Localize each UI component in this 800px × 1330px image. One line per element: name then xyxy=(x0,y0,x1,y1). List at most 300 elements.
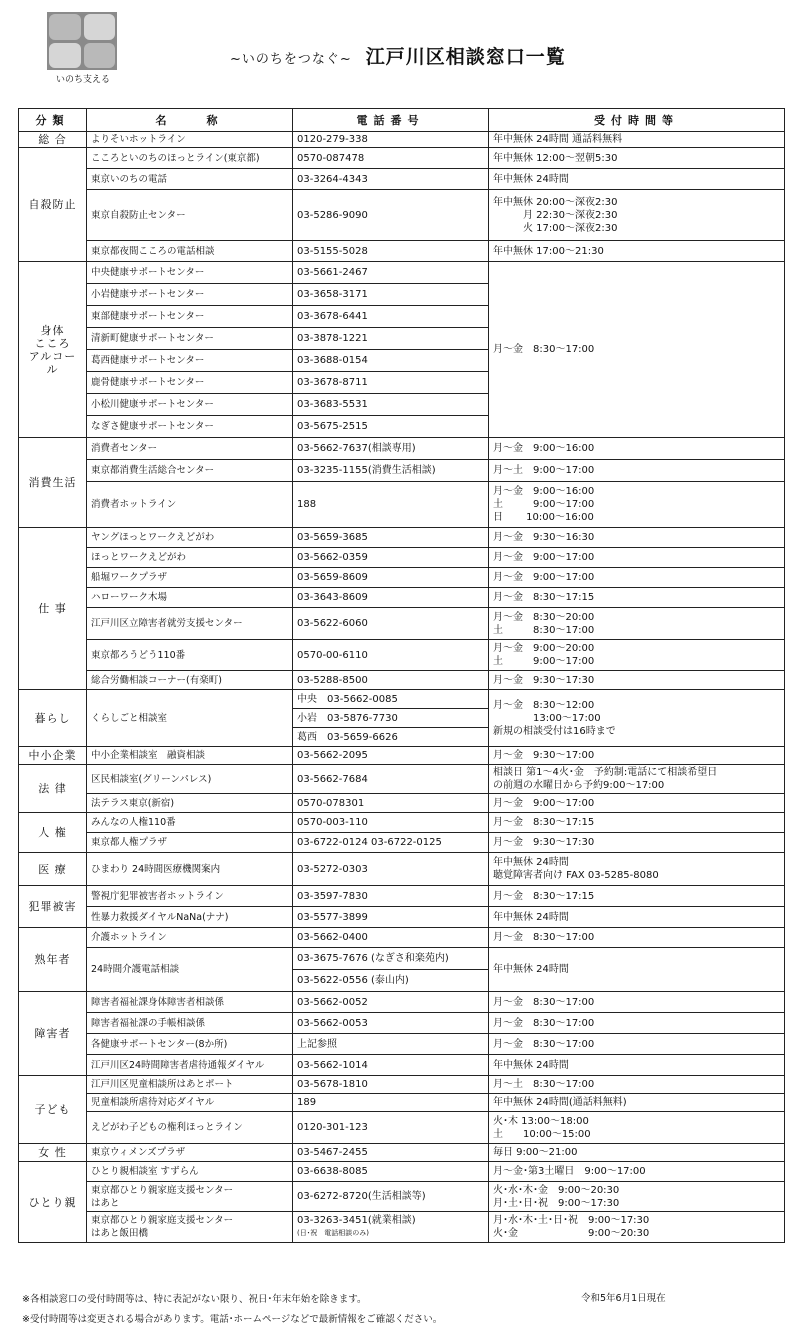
service-name: 江戸川区24時間障害者虐待通報ダイヤル xyxy=(91,1059,265,1071)
category-cell xyxy=(19,992,87,1076)
hours-cell xyxy=(489,765,785,794)
table-row xyxy=(19,1034,785,1055)
phone-cell xyxy=(293,608,489,640)
hours-line: 火･金 9:00～20:30 xyxy=(493,1228,650,1239)
phone-cell xyxy=(293,1076,489,1094)
phone-number: 03-3658-3171 xyxy=(297,289,368,300)
hours-cell xyxy=(489,1094,785,1112)
service-name: 東京いのちの電話 xyxy=(91,173,168,185)
category-cell xyxy=(19,148,87,262)
phone-cell xyxy=(293,148,489,169)
phone-cell xyxy=(293,306,489,328)
hours-line: 月～金 8:30～17:00 xyxy=(493,932,595,943)
service-name-cell xyxy=(87,148,293,169)
phone-number: 03-5662-7637(相談専用) xyxy=(297,443,416,454)
category-label: 人 権 xyxy=(38,826,67,839)
hours-line: 年中無休 24時間(通話料無料) xyxy=(493,1097,627,1108)
table-row xyxy=(19,608,785,640)
hours-line: 火･水･木･金 9:00～20:30 xyxy=(493,1184,620,1196)
phone-number: 03-5662-7684 xyxy=(297,773,368,785)
phone-cell xyxy=(293,948,489,970)
service-name-cell xyxy=(87,372,293,394)
table-row xyxy=(19,794,785,813)
table-row xyxy=(19,671,785,690)
service-name: はあと飯田橋 xyxy=(91,1228,149,1239)
table-row xyxy=(19,1055,785,1076)
phone-number: 03-5659-3685 xyxy=(297,532,368,543)
phone-number: 0570-087478 xyxy=(297,152,365,164)
hours-line: 月～金 8:30～17:15 xyxy=(493,592,595,603)
table-row xyxy=(19,190,785,241)
service-name: 江戸川区児童相談所はあとポート xyxy=(91,1079,234,1090)
hours-line: 毎日 9:00～21:00 xyxy=(493,1147,578,1158)
phone-number: 03-5662-0359 xyxy=(297,552,368,563)
phone-number: 03-3688-0154 xyxy=(297,355,368,366)
hours-line: 土 9:00～17:00 xyxy=(493,499,595,510)
hours-cell xyxy=(489,747,785,765)
hours-line: 年中無休 12:00～翌朝5:30 xyxy=(493,152,618,164)
phone-cell xyxy=(293,813,489,833)
service-name-cell xyxy=(87,394,293,416)
service-name: 総合労働相談コーナー(有楽町) xyxy=(91,674,222,686)
phone-number: 03-5467-2455 xyxy=(297,1147,368,1158)
phone-cell xyxy=(293,640,489,671)
hours-cell xyxy=(489,169,785,190)
phone-number: 03-5622-0556 (泰山内) xyxy=(297,975,409,986)
phone-number: 0570-078301 xyxy=(297,797,365,809)
table-row xyxy=(19,1094,785,1112)
service-name-cell xyxy=(87,438,293,460)
header-phone: 電話番号 xyxy=(293,109,489,132)
service-name: 障害者福祉課身体障害者相談係 xyxy=(91,996,225,1008)
phone-cell xyxy=(293,1013,489,1034)
service-name: 中央健康サポートセンター xyxy=(91,267,205,278)
service-name: 区民相談室(グリーンパレス) xyxy=(91,773,212,785)
phone-number: 03-5577-3899 xyxy=(297,911,368,923)
hours-cell xyxy=(489,948,785,992)
phone-cell xyxy=(293,992,489,1013)
service-name-cell xyxy=(87,671,293,690)
phone-number: 03-3683-5531 xyxy=(297,399,368,410)
service-name-cell xyxy=(87,1076,293,1094)
footnote: ※各相談窓口の受付時間等は、特に表記がない限り、祝日･年末年始を除きます。 xyxy=(22,1294,367,1305)
service-name-cell xyxy=(87,928,293,948)
service-name-cell xyxy=(87,169,293,190)
table-row xyxy=(19,948,785,970)
phone-cell xyxy=(293,794,489,813)
phone-cell xyxy=(293,132,489,148)
service-name-cell xyxy=(87,608,293,640)
category-cell xyxy=(19,1144,87,1162)
service-name: 船堀ワークプラザ xyxy=(91,572,168,583)
table-row xyxy=(19,460,785,482)
phone-number: 03-3263-3451(就業相談) xyxy=(297,1215,416,1226)
service-name-cell xyxy=(87,833,293,853)
phone-number: 0570-00-6110 xyxy=(297,649,368,661)
hours-line: 月～金 9:00～17:00 xyxy=(493,572,595,583)
hours-line: 月～金 9:00～16:00 xyxy=(493,486,595,497)
service-name-cell xyxy=(87,948,293,992)
category-label: 女 性 xyxy=(38,1146,67,1159)
table-row xyxy=(19,1112,785,1144)
service-name: 葛西健康サポートセンター xyxy=(91,355,205,366)
phone-number: 葛西 03-5659-6626 xyxy=(297,731,398,743)
service-name-cell xyxy=(87,482,293,528)
hours-cell xyxy=(489,833,785,853)
table-row xyxy=(19,1013,785,1034)
service-name: はあと xyxy=(91,1197,120,1209)
service-name: 消費者ホットライン xyxy=(91,499,177,510)
category-label: 障害者 xyxy=(34,1027,71,1040)
phone-cell xyxy=(293,394,489,416)
phone-cell xyxy=(293,709,489,728)
table-row xyxy=(19,992,785,1013)
page-title xyxy=(230,42,566,69)
phone-number: 03-5662-0400 xyxy=(297,932,368,943)
hours-line: 新規の相談受付は16時まで xyxy=(493,725,616,737)
category-cell xyxy=(19,813,87,853)
hours-cell xyxy=(489,482,785,528)
phone-cell xyxy=(293,928,489,948)
table-row xyxy=(19,568,785,588)
hours-line: 年中無休 24時間 xyxy=(493,857,569,868)
service-name: ヤングほっとワークえどがわ xyxy=(91,532,215,543)
service-name-cell xyxy=(87,765,293,794)
phone-number: 03-6722-0124 03-6722-0125 xyxy=(297,837,442,848)
hours-cell xyxy=(489,813,785,833)
hours-cell xyxy=(489,568,785,588)
service-name: くらしごと相談室 xyxy=(91,712,168,724)
service-name-cell xyxy=(87,328,293,350)
hours-cell xyxy=(489,1055,785,1076)
hours-line: 13:00～17:00 xyxy=(493,712,601,724)
hours-cell xyxy=(489,548,785,568)
phone-cell xyxy=(293,1144,489,1162)
hours-line: 月～金 8:30～17:00 xyxy=(493,996,595,1008)
hours-line: 月～土 9:00～17:00 xyxy=(493,465,595,476)
phone-number: 03-5662-0052 xyxy=(297,996,368,1008)
service-name-cell xyxy=(87,284,293,306)
service-name-cell xyxy=(87,794,293,813)
logo-caption: いのち支える xyxy=(55,75,110,85)
phone-cell xyxy=(293,460,489,482)
hours-line: 月･土･日･祝 9:00～17:30 xyxy=(493,1197,620,1209)
phone-cell xyxy=(293,833,489,853)
hours-cell xyxy=(489,460,785,482)
hours-cell xyxy=(489,241,785,262)
phone-number: 中央 03-5662-0085 xyxy=(297,693,398,705)
service-name: ひとり親相談室 すずらん xyxy=(91,1166,199,1177)
header-name: 名 称 xyxy=(87,109,293,132)
hours-cell xyxy=(489,190,785,241)
service-name: ひまわり 24時間医療機関案内 xyxy=(91,863,221,875)
service-name: こころといのちのほっとライン(東京都) xyxy=(91,152,260,164)
phone-cell xyxy=(293,328,489,350)
service-name: 東京都ろうどう110番 xyxy=(91,649,186,661)
service-name-cell xyxy=(87,813,293,833)
hours-line: 月～金 9:00～16:00 xyxy=(493,443,595,454)
category-cell xyxy=(19,690,87,747)
service-name: 中小企業相談室 融資相談 xyxy=(91,750,206,761)
hours-line: 年中無休 24時間 xyxy=(493,911,569,923)
phone-number: 03-3643-8609 xyxy=(297,592,368,603)
phone-cell xyxy=(293,284,489,306)
phone-cell xyxy=(293,765,489,794)
hours-cell xyxy=(489,1034,785,1055)
category-cell xyxy=(19,886,87,928)
phone-cell xyxy=(293,482,489,528)
category-label: 中小企業 xyxy=(28,749,77,762)
service-name: 警視庁犯罪被害者ホットライン xyxy=(91,890,224,902)
hours-line: 年中無休 24時間 xyxy=(493,1059,569,1071)
table-row xyxy=(19,588,785,608)
hours-cell xyxy=(489,928,785,948)
service-name: 児童相談所虐待対応ダイヤル xyxy=(91,1097,215,1108)
phone-number: 03-5678-1810 xyxy=(297,1079,368,1090)
hours-line: 月～金 9:00～17:00 xyxy=(493,797,595,809)
phone-number: 03-3678-6441 xyxy=(297,311,368,322)
hours-cell xyxy=(489,1212,785,1243)
category-cell xyxy=(19,528,87,690)
phone-cell xyxy=(293,1182,489,1212)
service-name: 東京ウィメンズプラザ xyxy=(91,1147,186,1158)
table-row xyxy=(19,1076,785,1094)
table-row xyxy=(19,132,785,148)
service-name-cell xyxy=(87,1212,293,1243)
service-name: 東部健康サポートセンター xyxy=(91,311,205,322)
hours-cell xyxy=(489,907,785,928)
hours-cell xyxy=(489,671,785,690)
service-name: 東京自殺防止センター xyxy=(91,209,186,221)
hours-line: 月～土 8:30～17:00 xyxy=(493,1079,595,1090)
phone-number: 03-6272-8720(生活相談等) xyxy=(297,1191,426,1202)
table-row xyxy=(19,765,785,794)
hours-line: 土 9:00～17:00 xyxy=(493,656,595,667)
service-name-cell xyxy=(87,528,293,548)
phone-number: 03-3678-8711 xyxy=(297,377,368,388)
service-name: 各健康サポートセンター(8か所) xyxy=(91,1038,228,1050)
hours-line: 月～金 9:30～16:30 xyxy=(493,532,595,543)
hours-line: 月～金 8:30～20:00 xyxy=(493,611,595,623)
phone-cell xyxy=(293,416,489,438)
category-label: 法 律 xyxy=(38,782,67,795)
phone-cell xyxy=(293,1094,489,1112)
phone-number: 03-3264-4343 xyxy=(297,173,368,185)
header-category: 分類 xyxy=(19,109,87,132)
category-cell xyxy=(19,262,87,438)
category-cell xyxy=(19,853,87,886)
phone-cell xyxy=(293,728,489,747)
service-name: 障害者福祉課の手帳相談係 xyxy=(91,1017,206,1029)
hours-line: 月～金 8:30～12:00 xyxy=(493,699,595,711)
hours-line: 月～金･第3土曜日 9:00～17:00 xyxy=(493,1166,646,1177)
service-name-cell xyxy=(87,690,293,747)
category-label: アルコール xyxy=(28,349,77,376)
service-name: ハローワーク木場 xyxy=(91,592,168,603)
phone-number: 03-5622-6060 xyxy=(297,618,368,629)
table-row xyxy=(19,262,785,284)
service-name: 東京都夜間こころの電話相談 xyxy=(91,245,215,257)
phone-number: 03-5675-2515 xyxy=(297,421,368,432)
table-row xyxy=(19,690,785,709)
hours-line: 年中無休 20:00～深夜2:30 xyxy=(493,196,618,208)
category-cell xyxy=(19,438,87,528)
phone-cell xyxy=(293,568,489,588)
hours-cell xyxy=(489,1076,785,1094)
phone-number: 小岩 03-5876-7730 xyxy=(297,712,398,724)
category-cell xyxy=(19,1076,87,1144)
hours-line: 土 10:00～15:00 xyxy=(493,1128,591,1140)
table-row xyxy=(19,747,785,765)
service-name: よりそいホットライン xyxy=(91,134,186,145)
service-name-cell xyxy=(87,1034,293,1055)
service-name-cell xyxy=(87,907,293,928)
hours-cell xyxy=(489,1182,785,1212)
hours-line: 月 22:30～深夜2:30 xyxy=(493,209,618,221)
service-name-cell xyxy=(87,1055,293,1076)
hours-line: 月～金 9:30～17:00 xyxy=(493,750,595,761)
hours-cell xyxy=(489,992,785,1013)
phone-number: 0120-279-338 xyxy=(297,134,368,145)
phone-number: 上記参照 xyxy=(297,1038,337,1050)
category-label: 暮らし xyxy=(34,711,71,725)
category-label: 総 合 xyxy=(38,133,67,146)
phone-number: 188 xyxy=(297,499,317,510)
hours-cell xyxy=(489,1112,785,1144)
phone-number: 03-5662-1014 xyxy=(297,1059,368,1071)
hours-cell xyxy=(489,640,785,671)
phone-cell xyxy=(293,1112,489,1144)
hours-line: 日 10:00～16:00 xyxy=(493,512,594,523)
hours-cell xyxy=(489,886,785,907)
category-label: ひとり親 xyxy=(28,1195,77,1209)
as-of-date: 令和5年6月1日現在 xyxy=(581,1293,666,1304)
service-name-cell xyxy=(87,1013,293,1034)
category-label: こころ xyxy=(34,336,71,350)
hours-cell xyxy=(489,588,785,608)
hours-line: 月～金 8:30～17:15 xyxy=(493,817,595,828)
hours-line: 聴覚障害者向け FAX 03-5285-8080 xyxy=(493,870,659,881)
hours-line: の前週の水曜日から予約9:00～17:00 xyxy=(493,780,665,791)
service-name: 24時間介護電話相談 xyxy=(91,964,180,975)
hours-line: 年中無休 24時間 xyxy=(493,173,569,185)
hours-line: 年中無休 17:00～21:30 xyxy=(493,245,604,257)
service-name-cell xyxy=(87,1144,293,1162)
phone-number: 03-5659-8609 xyxy=(297,572,368,583)
category-label: 消費生活 xyxy=(28,476,77,489)
table-row xyxy=(19,528,785,548)
table-row xyxy=(19,241,785,262)
hours-line: 土 8:30～17:00 xyxy=(493,624,595,636)
service-name: 江戸川区立障害者就労支援センター xyxy=(91,618,243,629)
service-name-cell xyxy=(87,1182,293,1212)
service-name: 東京都ひとり親家庭支援センター xyxy=(91,1184,234,1196)
hours-cell xyxy=(489,262,785,438)
service-name-cell xyxy=(87,886,293,907)
hours-cell xyxy=(489,1162,785,1182)
hours-cell xyxy=(489,132,785,148)
phone-cell xyxy=(293,548,489,568)
table-header-row xyxy=(19,109,785,132)
hours-cell xyxy=(489,608,785,640)
phone-cell xyxy=(293,350,489,372)
service-name: 東京都人権プラザ xyxy=(91,837,168,848)
hours-cell xyxy=(489,438,785,460)
service-name: えどがわ子どもの権利ほっとライン xyxy=(91,1122,243,1133)
hours-line: 年中無休 24時間 xyxy=(493,964,569,975)
phone-number: 03-5272-0303 xyxy=(297,863,368,875)
service-name-cell xyxy=(87,1162,293,1182)
hours-cell xyxy=(489,690,785,747)
category-cell xyxy=(19,765,87,813)
hours-line: 月～金 9:00～20:00 xyxy=(493,643,595,654)
hours-line: 月～金 8:30～17:00 xyxy=(493,344,595,355)
puzzle-logo-icon xyxy=(47,12,117,70)
phone-cell xyxy=(293,690,489,709)
category-cell xyxy=(19,747,87,765)
hours-line: 月～金 9:30～17:30 xyxy=(493,674,595,686)
table-row xyxy=(19,833,785,853)
category-cell xyxy=(19,1162,87,1243)
table-row xyxy=(19,1212,785,1243)
service-name-cell xyxy=(87,1094,293,1112)
hours-cell xyxy=(489,853,785,886)
service-name-cell xyxy=(87,640,293,671)
table-row xyxy=(19,886,785,907)
service-name: 法テラス東京(新宿) xyxy=(91,797,175,809)
table-row xyxy=(19,148,785,169)
phone-cell xyxy=(293,853,489,886)
service-name-cell xyxy=(87,1112,293,1144)
phone-number: 03-5662-0053 xyxy=(297,1017,368,1029)
phone-number: 03-5662-2095 xyxy=(297,750,368,761)
category-label: 自殺防止 xyxy=(28,198,77,211)
phone-note: (日･祝 電話相談のみ) xyxy=(297,1229,369,1237)
phone-cell xyxy=(293,970,489,992)
phone-cell xyxy=(293,907,489,928)
service-name-cell xyxy=(87,350,293,372)
hours-cell xyxy=(489,794,785,813)
service-name-cell xyxy=(87,548,293,568)
phone-cell xyxy=(293,438,489,460)
phone-number: 0120-301-123 xyxy=(297,1122,368,1133)
phone-number: 03-5661-2467 xyxy=(297,267,368,278)
phone-cell xyxy=(293,1212,489,1243)
title-main: 江戸川区相談窓口一覧 xyxy=(365,46,566,68)
phone-cell xyxy=(293,169,489,190)
phone-cell xyxy=(293,262,489,284)
service-name-cell xyxy=(87,747,293,765)
phone-cell xyxy=(293,588,489,608)
hours-line: 月～金 8:30～17:15 xyxy=(493,890,595,902)
phone-number: 03-5155-5028 xyxy=(297,245,368,257)
hours-line: 火･木 13:00～18:00 xyxy=(493,1115,589,1127)
service-name: ほっとワークえどがわ xyxy=(91,552,187,563)
phone-cell xyxy=(293,671,489,690)
service-name: みんなの人権110番 xyxy=(91,817,176,828)
table-row xyxy=(19,169,785,190)
phone-cell xyxy=(293,1055,489,1076)
category-label: 熟年者 xyxy=(34,953,71,966)
table-row xyxy=(19,907,785,928)
service-name: 消費者センター xyxy=(91,443,158,454)
service-name: なぎさ健康サポートセンター xyxy=(91,421,214,432)
table-row xyxy=(19,1182,785,1212)
table-row xyxy=(19,438,785,460)
phone-cell xyxy=(293,1162,489,1182)
category-cell xyxy=(19,928,87,992)
phone-cell xyxy=(293,886,489,907)
